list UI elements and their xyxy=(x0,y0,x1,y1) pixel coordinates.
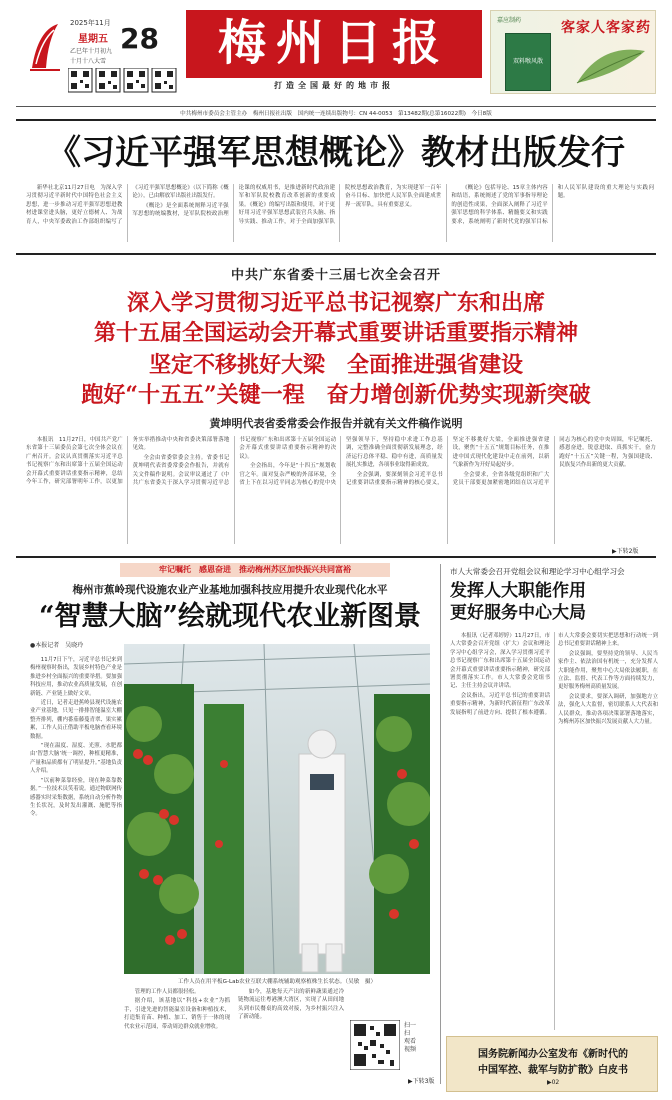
plenum-kicker: 中共广东省委十三届七次全会召开 xyxy=(230,268,441,283)
publisher-line: 中共梅州市委员会主管主办 梅州日报社出版 国内统一连续出版物号：CN 44-0053 第13482期(总第16022期) 今日8版 xyxy=(180,111,492,117)
talent-headline-2: 更好服务中心大局 xyxy=(450,603,586,623)
talent-kicker: 市人大常委会召开党组会议和理论学习中心组学习会 xyxy=(450,567,625,576)
day-number: 28 xyxy=(120,22,159,55)
agri-paragraph: 11月7日下午，习近平总书记来到梅州视察时指出，发展乡村特色产业是推进乡村全面振兴的重要举措。要加强科技应用，推动农业高质量发展，在创新链、产业链上做好文章。 xyxy=(30,657,122,697)
agri-subhead: 梅州市蕉岭现代设施农业产业基地加强科技应用提升农业现代化水平 xyxy=(72,584,388,596)
masthead-rule xyxy=(16,106,656,107)
plenum-paragraph: 全会指出，今年是“十四五”规划收官之年。面对复杂严峻的外部环境，全省上下在以习近平同志为核心的党中央坚强领导下，坚持稳中求进工作总基调，完整准确全面贯彻新发展理念，经济运行总体平稳、稳中有进，高质量发展扎实推进，各项事业取得新成效。 xyxy=(239,437,443,487)
solar-term: 十月十八大雪 xyxy=(70,58,107,65)
agri-headline: “智慧大脑”绘就现代农业新图景 xyxy=(38,601,422,632)
plenum-paragraph: 全会强调，要深刻领会习近平总书记重要讲话重要指示精神的核心要义，坚定不移挑好大梁，全面推进强省建设，聚焦“十五五”规划目标任务，在推进中国式现代化建设中走在前列，以新气象新作为开好局起好步。 xyxy=(345,437,550,487)
lead-paragraph: 《概论》包括导论、15章主体内容和结语，系统阐述了党的军事指导理论的创造性成果，全面深入阐释了习近平强军思想的科学体系、精髓要义和实践要求，系统阐明了新时代党的强军目标和人民军队建设的重大理论与实践问题。 xyxy=(451,185,654,225)
lead-paragraph: 《概论》是全面系统阐释习近平强军思想的统编教材，是军队院校政治理论课的权威用书，是推进新时代政治建军和军队院校教育改革创新的重要成果。《概论》的编写出版和使用，对于更好用习近平强军思想武装官兵头脑、指导实践、推动工作，对于全面加强军队院校思想政治教育，为实现建军一百年奋斗目标、加快把人民军队全面建成世界一流军队，具有重要意义。 xyxy=(132,185,442,225)
agri-paragraph: 近日，记者走进蕉岭县现代设施农业产业基地，只见一排排智能温室大棚整齐排列，棚内番茄藤蔓青翠、果实累累，工作人员正借助平板电脑查看环境数据。 xyxy=(30,700,122,740)
ad-product-box xyxy=(505,33,551,91)
talent-paragraph: 会议强调，要坚持党的领导、人民当家作主、依法治国有机统一，充分发挥人大职能作用，聚焦中心大局依法履职，在立法、监督、代表工作等方面持续发力，更好服务梅州高质量发展。 xyxy=(558,650,658,691)
lead-paragraph: 新华社北京11月27日电 为深入学习贯彻习近平新时代中国特色社会主义思想，进一步推动习近平强军思想进教材进课堂进头脑，更好立德树人、为战育人，中央军委政治工作部组织编写了《习近平强军思想概论》（以下简称《概论》），已由解放军出版社出版发行。 xyxy=(26,185,229,225)
talent-paragraph: 会议指出，习近平总书记的重要讲话重要指示精神，为新时代新征程广东改革发展指明了前进方向、提供了根本遵循。市人大常委会要切实把思想和行动统一到总书记重要讲话精神上来。 xyxy=(450,633,658,716)
column-divider xyxy=(440,564,441,1084)
white-paper-headline-1: 国务院新闻办公室发布《新时代的 xyxy=(478,1049,628,1060)
plenum-deck: 黄坤明代表省委常委会作报告并就有关文件稿作说明 xyxy=(209,417,463,430)
qr-label: 扫一扫 观看视频 xyxy=(404,1022,417,1053)
plenum-paragraph: 全会要求，全省各级党组织和广大党员干部要更加紧密地团结在以习近平同志为核心的党中央周围，牢记嘱托、感恩奋进，锐意进取、真抓实干，奋力跑好“十五五”关键一程，为强国建设、民族复兴作出新的更大贡献。 xyxy=(452,437,656,487)
masthead-ad xyxy=(490,10,656,94)
agri-paragraph: 如今，基地每天产出的新鲜蔬果通过冷链物流运往粤港澳大湾区，实现了从田间地头到市民餐桌的高效对接，为乡村振兴注入了新动能。 xyxy=(238,989,344,1021)
weekday: 星期五 xyxy=(78,34,108,45)
date-panel xyxy=(28,12,180,94)
agri-continued[interactable]: ▶下转3版 xyxy=(408,1078,435,1085)
photo-caption: 工作人员在用平板G-Lab农业互联大棚系统辅助观察植株生长状态。（吴敏 摄） xyxy=(177,979,377,985)
masthead-title-block xyxy=(186,10,482,78)
newspaper-logo-icon xyxy=(28,20,62,72)
talent-body xyxy=(450,632,658,1030)
talent-paragraph: 会议要求，要深入调研，加强地方立法，强化人大监督，密切联系人大代表和人民群众，推动各项决策部署落地落实，为梅州苏区加快振兴发展贡献人大力量。 xyxy=(558,693,658,726)
herb-leaf-icon xyxy=(571,43,651,89)
plenum-paragraph: 本报讯 11月27日，中国共产党广东省第十三届委员会第七次全体会议在广州召开。会议认真贯彻落实习近平总书记视察广东和出席第十五届全国运动会开幕式重要讲话重要指示精神，总结今年工作，研究部署明年工作，以更加务实举措推动中央和省委决策部署落地见效。 xyxy=(26,437,230,486)
plenum-continued[interactable]: ▶下转2版 xyxy=(612,548,639,555)
lead-body xyxy=(26,184,654,242)
white-paper-headline-2: 中国军控、裁军与防扩散》白皮书 xyxy=(478,1065,628,1076)
masthead-title: 梅州日报 xyxy=(217,15,450,71)
agri-paragraph: 据介绍，该基地以“科技+农业”为抓手，引进先进的智能温室设备和种植技术，打造集育苗、种植、加工、销售于一体的现代农业示范园，带动周边群众就业增收。 xyxy=(124,998,230,1030)
agri-paragraph: “现在温度、湿度、光照、水肥都由‘智慧大脑’统一调控，种植更精准，产量和品质都有了明显提升。”基地负责人介绍。 xyxy=(30,743,122,775)
agri-body-right xyxy=(124,988,344,1084)
agri-paragraph: 管理的工作人员都很轻松。 xyxy=(134,989,200,995)
plenum-headline-2: 第十五届全国运动会开幕式重要讲话重要指示精神 xyxy=(93,320,578,346)
lead-rule xyxy=(16,253,656,255)
plenum-paragraph: 全会由省委常委会主持。省委书记黄坤明代表省委常委会作报告，并就有关文件稿作说明。会议审议通过了《中共广东省委关于深入学习贯彻习近平总书记视察广东和出席第十五届全国运动会开幕式重要讲话重要指示精神的决议》。 xyxy=(132,437,336,487)
plenum-headline-1: 深入学习贯彻习近平总书记视察广东和出席 xyxy=(126,290,545,316)
agri-paragraph: “以前种菜靠经验，现在种菜靠数据。”一位技术员笑着说。通过物联网传感器实时采集数据，系统自动分析作物生长状况，及时发出灌溉、施肥等指令。 xyxy=(30,777,122,818)
ad-title: 客家人客家药 xyxy=(561,20,651,36)
masthead-slogan: 打造全国最好的地市报 xyxy=(274,81,394,90)
plenum-headline-3: 坚定不移挑好大梁 全面推进强省建设 xyxy=(148,352,523,378)
talent-headline-1: 发挥人大职能作用 xyxy=(450,581,586,601)
qr-code-icon xyxy=(68,68,178,94)
greenhouse-photo xyxy=(124,644,430,974)
agri-byline: ●本报记者 吴晓玲 xyxy=(30,642,84,649)
agri-banner: 牢记嘱托 感恩奋进 推动梅州苏区加快振兴共同富裕 xyxy=(120,563,390,577)
lead-headline: 《习近平强军思想概论》教材出版发行 xyxy=(47,133,625,173)
talent-paragraph: 本报讯（记者邓婷婷）11月27日，市人大常委会召开党组（扩大）会议和理论学习中心组学习会，深入学习贯彻习近平总书记视察广东和出席第十五届全国运动会开幕式重要讲话重要指示精神，研究部署贯彻落实工作。市人大常委会党组书记、主任主持会议并讲话。 xyxy=(450,633,550,690)
plenum-rule xyxy=(16,556,656,558)
lunar-date: 乙巳年十月初九 xyxy=(70,48,113,55)
white-paper-continued[interactable]: ▶02 xyxy=(547,1079,560,1086)
plenum-body xyxy=(26,436,656,544)
ad-product: 双料喉风散 xyxy=(512,58,543,65)
white-paper-box xyxy=(446,1036,658,1092)
agri-body-left xyxy=(30,656,122,1061)
video-qr-code[interactable] xyxy=(350,1020,400,1070)
publisher-rule xyxy=(16,119,656,121)
date-line: 2025年11月 xyxy=(70,19,111,27)
ad-brand: 嘉应制药 xyxy=(497,17,522,24)
plenum-headline-4: 跑好“十五五”关键一程 奋力增创新优势实现新突破 xyxy=(81,382,591,408)
